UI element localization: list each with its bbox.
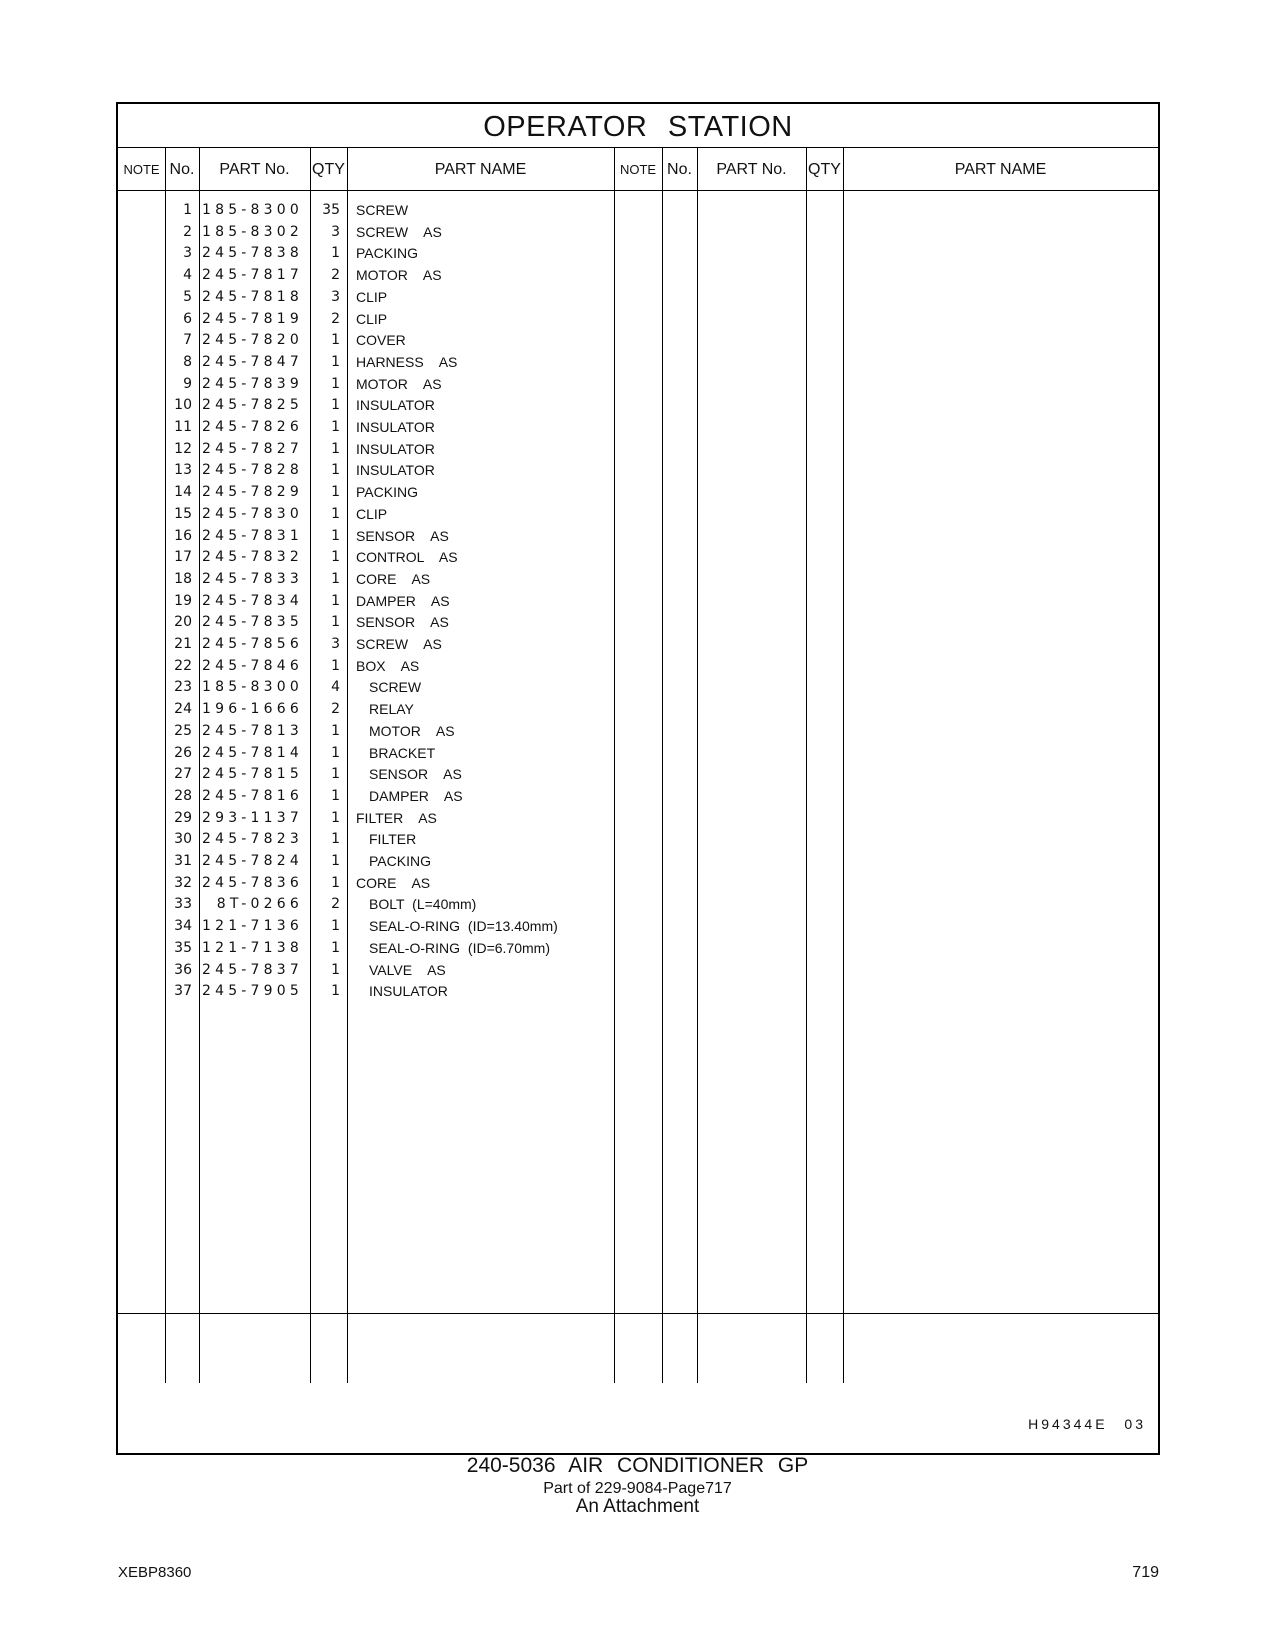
part-name: INSULATOR <box>356 462 435 479</box>
quantity: 1 <box>331 549 340 566</box>
part-name: MOTOR AS <box>356 375 442 392</box>
header-no-left: No. <box>169 161 195 178</box>
quantity: 1 <box>331 983 340 1000</box>
row-number: 26 <box>174 744 192 761</box>
header-qty-left: QTY <box>312 161 345 178</box>
part-name: COVER <box>356 332 406 349</box>
quantity: 1 <box>331 353 340 370</box>
header-part-no-right: PART No. <box>716 161 787 178</box>
part-number: 245-7815 <box>201 766 303 783</box>
part-number: 121-7136 <box>201 918 303 935</box>
part-name: FILTER AS <box>356 809 437 826</box>
col-divider <box>843 148 844 1383</box>
row-number: 8 <box>183 353 192 370</box>
row-number: 11 <box>174 419 192 435</box>
quantity: 1 <box>331 397 340 414</box>
part-number: 245-7837 <box>201 961 303 978</box>
part-number: 245-7832 <box>201 549 303 566</box>
quantity: 2 <box>331 310 340 327</box>
part-number: 245-7827 <box>201 440 303 457</box>
part-of-caption: Part of 229-9084-Page717 <box>543 1480 732 1497</box>
footer-divider <box>118 1313 1158 1314</box>
quantity: 1 <box>331 939 340 956</box>
quantity: 1 <box>331 614 340 631</box>
col-divider <box>806 148 807 1383</box>
part-name: CLIP <box>356 505 388 522</box>
part-name: BOLT (L=40mm) <box>369 896 477 913</box>
quantity: 1 <box>331 245 340 262</box>
row-number: 23 <box>174 679 192 696</box>
quantity: 1 <box>331 570 340 587</box>
header-part-name-left: PART NAME <box>434 161 527 178</box>
part-name: FILTER <box>369 831 417 848</box>
part-number: 245-7830 <box>201 505 303 522</box>
part-number: 245-7813 <box>201 722 303 739</box>
group-caption: 240-5036 AIR CONDITIONER GP <box>466 1454 809 1477</box>
row-number: 32 <box>174 874 192 891</box>
row-number: 17 <box>174 549 192 566</box>
part-number: 245-7905 <box>201 983 303 1000</box>
row-number: 4 <box>183 267 192 284</box>
quantity: 1 <box>331 809 340 826</box>
part-name: SENSOR AS <box>356 614 449 631</box>
part-number: 245-7826 <box>201 419 303 435</box>
part-name: PACKING <box>356 484 418 501</box>
part-number: 8T-0266 <box>216 896 303 913</box>
part-number: 245-7818 <box>201 288 303 305</box>
row-number: 12 <box>174 440 192 457</box>
row-number: 16 <box>174 527 192 544</box>
row-number: 5 <box>183 288 192 305</box>
part-name: SENSOR AS <box>356 527 449 544</box>
row-number: 27 <box>174 766 192 783</box>
part-name: DAMPER AS <box>369 787 463 804</box>
row-number: 33 <box>174 896 192 913</box>
quantity: 1 <box>331 787 340 804</box>
part-name: SENSOR AS <box>369 766 462 783</box>
row-number: 2 <box>183 223 192 240</box>
row-number: 9 <box>183 375 192 392</box>
header-note-right: NOTE <box>619 162 657 177</box>
col-divider <box>614 148 615 1383</box>
section-title: OPERATOR STATION <box>483 111 793 143</box>
quantity: 1 <box>331 419 340 435</box>
quantity: 1 <box>331 657 340 674</box>
part-number: 245-7846 <box>201 657 303 674</box>
part-number: 245-7836 <box>201 874 303 891</box>
part-name: SCREW AS <box>356 636 442 652</box>
quantity: 2 <box>331 267 340 284</box>
part-number: 245-7816 <box>201 787 303 804</box>
part-name: CORE AS <box>356 570 431 587</box>
quantity: 1 <box>331 874 340 891</box>
quantity: 1 <box>331 375 340 392</box>
row-number: 10 <box>174 397 192 414</box>
quantity: 1 <box>331 918 340 935</box>
part-number: 245-7819 <box>201 310 303 327</box>
quantity: 1 <box>331 332 340 349</box>
row-number: 15 <box>174 505 192 522</box>
part-name: BRACKET <box>369 744 436 761</box>
drawing-id: H94344E 03 <box>1028 1416 1146 1432</box>
header-note-left: NOTE <box>123 162 160 177</box>
document-code: XEBP8360 <box>118 1564 192 1581</box>
part-name: SCREW AS <box>356 223 442 240</box>
row-number: 6 <box>183 310 192 327</box>
row-number: 25 <box>174 722 192 739</box>
row-number: 29 <box>174 809 192 826</box>
row-number: 14 <box>174 484 192 501</box>
part-number: 245-7838 <box>201 245 303 262</box>
part-number: 245-7814 <box>201 744 303 761</box>
quantity: 1 <box>331 462 340 479</box>
part-name: INSULATOR <box>369 983 448 1000</box>
part-number: 245-7856 <box>201 636 303 652</box>
part-number: 245-7835 <box>201 614 303 631</box>
row-number: 22 <box>174 657 192 674</box>
quantity: 1 <box>331 853 340 869</box>
part-number: 185-8300 <box>201 679 303 696</box>
quantity: 1 <box>331 961 340 978</box>
part-name: SCREW <box>369 679 422 696</box>
part-name: MOTOR AS <box>356 267 442 284</box>
part-number: 245-7833 <box>201 570 303 587</box>
row-number: 30 <box>174 831 192 848</box>
part-number: 121-7138 <box>201 939 303 956</box>
part-number: 245-7828 <box>201 462 303 479</box>
quantity: 1 <box>331 527 340 544</box>
row-number: 21 <box>174 636 192 652</box>
quantity: 1 <box>331 592 340 609</box>
row-number: 3 <box>183 245 192 262</box>
row-number: 28 <box>174 787 192 804</box>
quantity: 4 <box>331 679 340 696</box>
row-number: 20 <box>174 614 192 631</box>
part-name: CLIP <box>356 288 388 305</box>
row-number: 31 <box>174 853 192 869</box>
row-number: 24 <box>174 701 192 718</box>
part-number: 245-7823 <box>201 831 303 848</box>
part-number: 245-7847 <box>201 353 303 370</box>
part-name: CLIP <box>356 310 388 327</box>
part-number: 185-8300 <box>201 202 303 218</box>
quantity: 1 <box>331 505 340 522</box>
part-name: SEAL-O-RING (ID=13.40mm) <box>369 918 558 935</box>
row-number: 1 <box>183 202 192 218</box>
col-divider <box>697 148 698 1383</box>
row-number: 34 <box>174 918 192 935</box>
col-divider <box>347 148 348 1383</box>
part-name: CORE AS <box>356 874 431 891</box>
quantity: 3 <box>331 636 340 652</box>
part-name: SEAL-O-RING (ID=6.70mm) <box>369 939 550 956</box>
quantity: 35 <box>322 202 340 218</box>
part-number: 293-1137 <box>201 809 303 826</box>
part-name: RELAY <box>369 701 414 718</box>
quantity: 1 <box>331 722 340 739</box>
part-name: VALVE AS <box>369 961 446 978</box>
header-qty-right: QTY <box>808 161 841 178</box>
part-name: DAMPER AS <box>356 592 450 609</box>
part-name: INSULATOR <box>356 440 435 457</box>
header-part-name-right: PART NAME <box>954 161 1047 178</box>
quantity: 1 <box>331 744 340 761</box>
part-name: PACKING <box>356 245 418 262</box>
page-number: 719 <box>1132 1564 1159 1581</box>
row-number: 37 <box>174 983 192 1000</box>
part-name: BOX AS <box>356 657 420 674</box>
part-name: INSULATOR <box>356 419 435 435</box>
quantity: 2 <box>331 896 340 913</box>
row-number: 35 <box>174 939 192 956</box>
part-number: 245-7829 <box>201 484 303 501</box>
part-number: 245-7820 <box>201 332 303 349</box>
quantity: 3 <box>331 223 340 240</box>
part-number: 245-7817 <box>201 267 303 284</box>
quantity: 1 <box>331 831 340 848</box>
row-number: 13 <box>174 462 192 479</box>
part-number: 245-7834 <box>201 592 303 609</box>
col-divider <box>310 148 311 1383</box>
parts-table-frame <box>116 102 1160 1455</box>
part-number: 245-7839 <box>201 375 303 392</box>
quantity: 1 <box>331 484 340 501</box>
part-name: INSULATOR <box>356 397 435 414</box>
quantity: 2 <box>331 701 340 718</box>
col-divider <box>662 148 663 1383</box>
part-name: CONTROL AS <box>356 549 458 566</box>
part-number: 245-7831 <box>201 527 303 544</box>
part-number: 245-7824 <box>201 853 303 869</box>
part-name: PACKING <box>369 853 431 869</box>
header-no-right: No. <box>667 161 692 178</box>
part-number: 196-1666 <box>201 701 303 718</box>
row-number: 7 <box>183 332 192 349</box>
part-name: HARNESS AS <box>356 353 458 370</box>
part-number: 185-8302 <box>201 223 303 240</box>
header-part-no-left: PART No. <box>219 161 290 178</box>
part-number: 245-7825 <box>201 397 303 414</box>
part-name: MOTOR AS <box>369 722 455 739</box>
row-number: 19 <box>174 592 192 609</box>
attachment-caption: An Attachment <box>575 1496 700 1517</box>
quantity: 1 <box>331 766 340 783</box>
part-name: SCREW <box>356 202 409 218</box>
row-number: 18 <box>174 570 192 587</box>
row-number: 36 <box>174 961 192 978</box>
quantity: 3 <box>331 288 340 305</box>
quantity: 1 <box>331 440 340 457</box>
